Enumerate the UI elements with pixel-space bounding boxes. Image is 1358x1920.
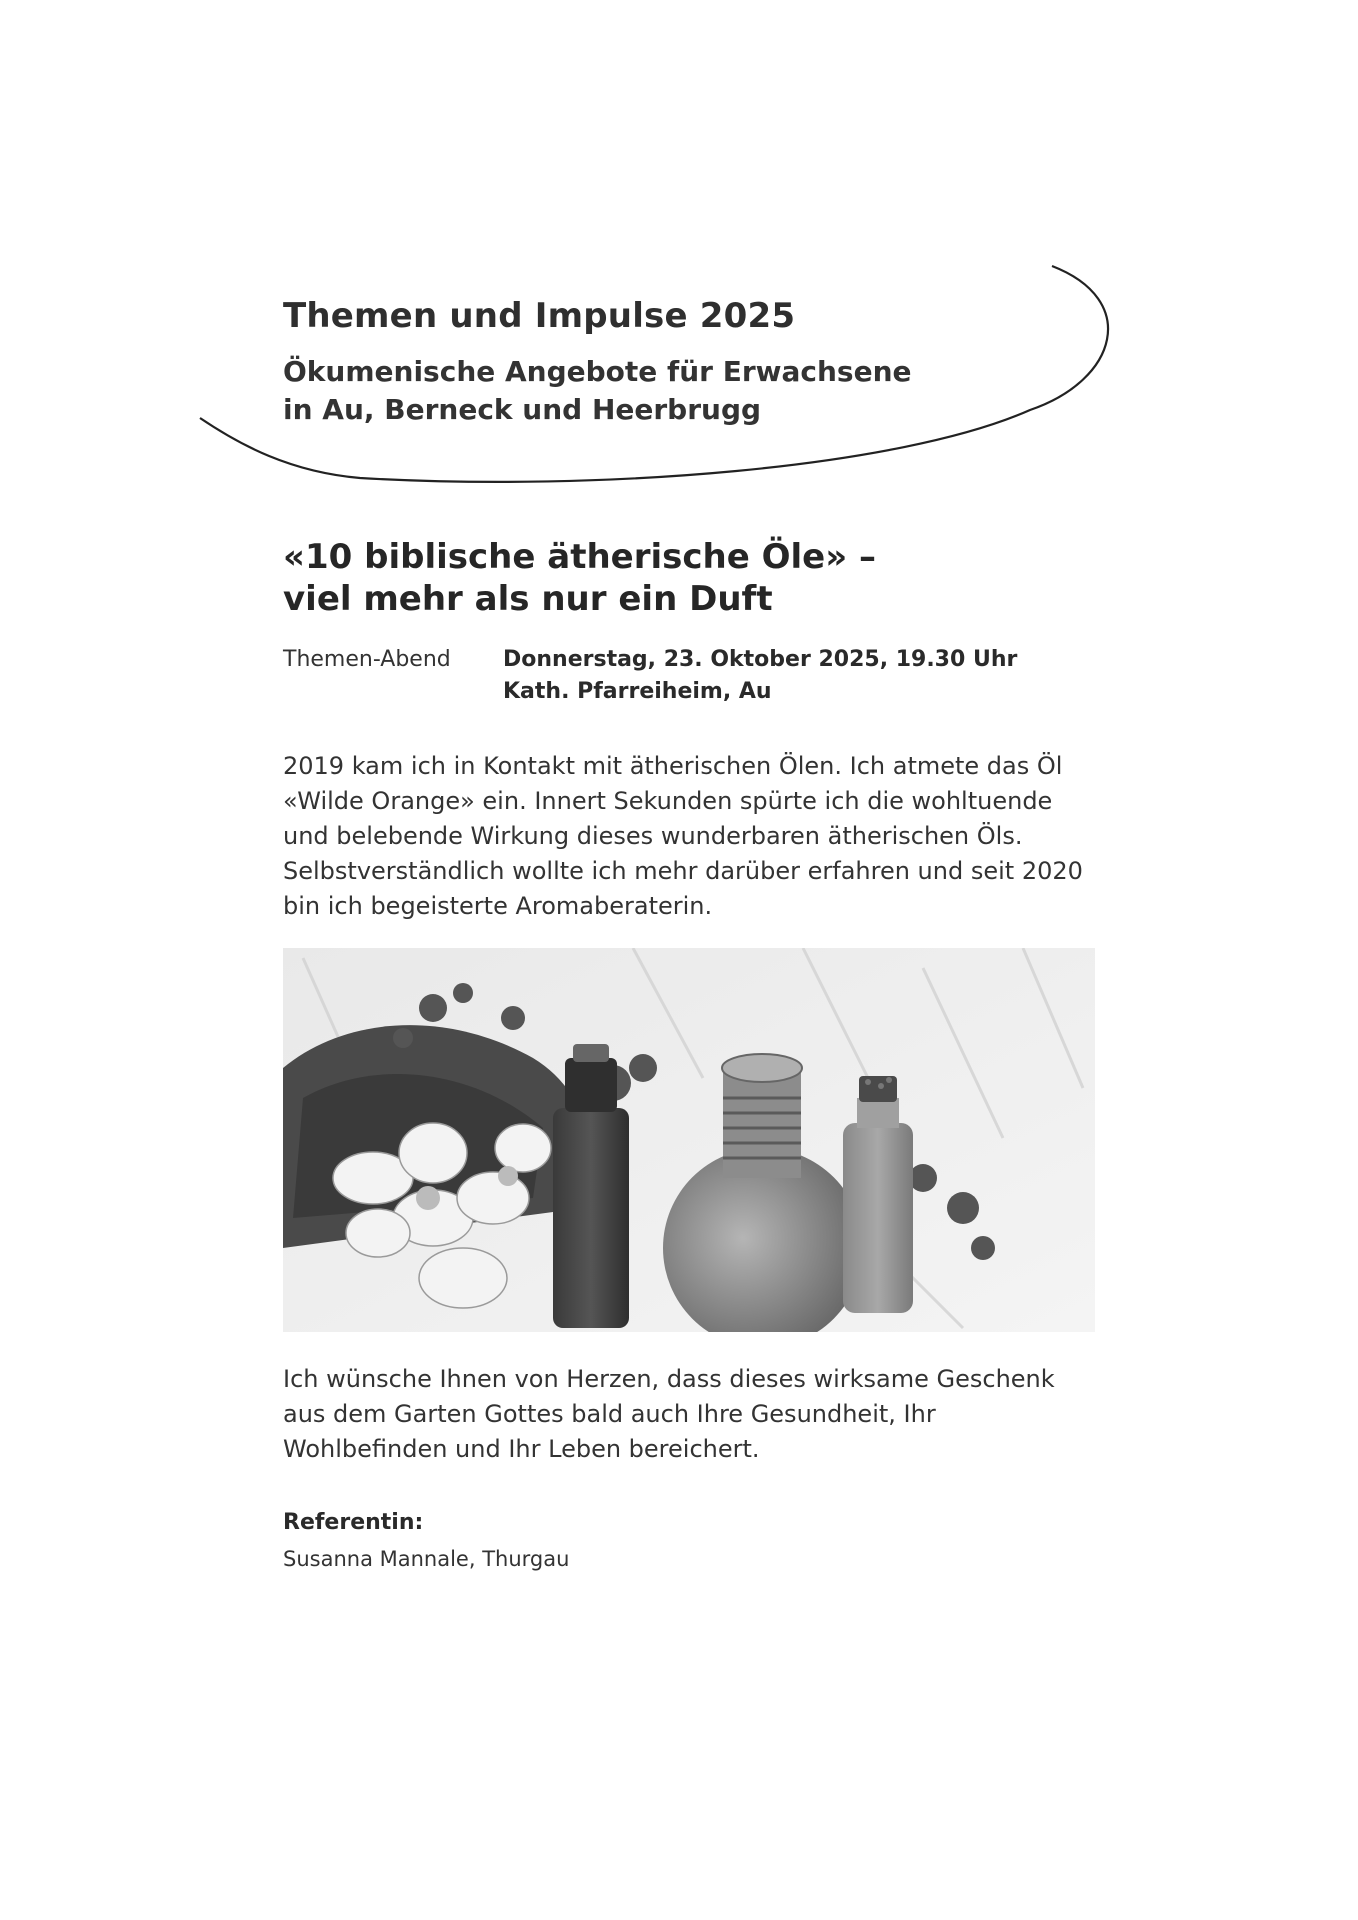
event-title [283, 536, 876, 620]
event-title-line-1: «10 biblische ätherische Öle» – [283, 537, 877, 577]
event-location: Kath. Pfarreiheim, Au [503, 679, 772, 704]
header-swoosh [0, 0, 1358, 520]
series-title: Themen und Impulse 2025 [283, 296, 796, 336]
event-type-label: Themen-Abend [283, 647, 451, 672]
series-subtitle-line-2: in Au, Berneck und Heerbrugg [283, 393, 762, 426]
essential-oils-photo [283, 948, 1095, 1332]
series-subtitle [283, 353, 912, 429]
event-title-line-2: viel mehr als nur ein Duft [283, 579, 773, 619]
closing-paragraph: Ich wünsche Ihnen von Herzen, dass dieses wirksame Geschenk aus dem Garten Gottes bald auch Ihre Gesundheit, Ihr Wohlbefinden und Ihr Leben bereichert. [283, 1365, 1055, 1463]
intro-paragraph: 2019 kam ich in Kontakt mit ätherischen Ölen. Ich atmete das Öl «Wilde Orange» ein. Innert Sekunden spürte ich die wohltuende und belebende Wirkung dieses wunderbaren ätherischen Öls. Selbstverständlich wollte ich mehr darüber erfahren und seit 2020 bin ich begeisterte Aromaberaterin. [283, 752, 1083, 920]
series-subtitle-line-1: Ökumenische Angebote für Erwachsene [283, 355, 912, 388]
event-details [503, 644, 1017, 708]
speaker-label: Referentin: [283, 1510, 424, 1535]
event-date-time: Donnerstag, 23. Oktober 2025, 19.30 Uhr [503, 647, 1018, 672]
speaker-name: Susanna Mannale, Thurgau [283, 1547, 570, 1571]
